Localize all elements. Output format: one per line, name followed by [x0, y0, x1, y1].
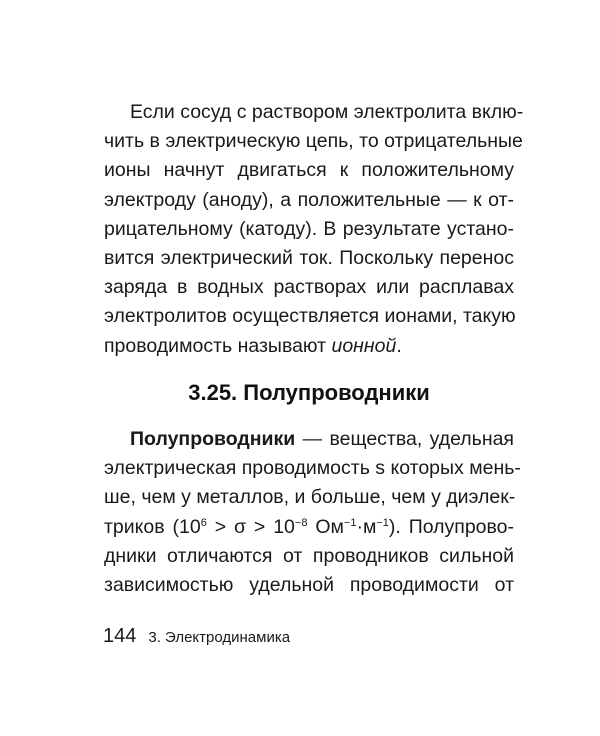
text-line: дники отличаются от проводников сильной: [104, 544, 514, 567]
text-line: [104, 425, 514, 454]
paragraph-semiconductors: [104, 425, 521, 600]
text-line-last: [104, 332, 514, 361]
text-fragment: триков (10: [104, 515, 201, 538]
text-line: электроду (аноду), а положительные — к от-: [104, 188, 514, 211]
superscript: −1: [376, 516, 389, 529]
superscript: −8: [294, 516, 308, 529]
text-line-formula: [104, 513, 514, 542]
section-heading: 3.25. Полупроводники: [188, 380, 430, 405]
text-line: электролитов осуществляется ионами, такую: [104, 305, 516, 328]
text-line: заряда в водных растворах или расплавах: [104, 276, 514, 299]
running-section-title: 3. Электродинамика: [148, 629, 291, 646]
superscript: 6: [200, 516, 207, 529]
page-footer: [103, 624, 290, 650]
text-line: ше, чем у металлов, и больше, чем у диэлек-: [104, 486, 516, 509]
text-line: ионы начнут двигаться к положительному: [104, 159, 514, 182]
text-line: рицательному (катоду). В результате устано-: [104, 217, 514, 240]
text-fragment: .: [396, 334, 402, 357]
text-fragment: — вещества, удельная: [295, 428, 514, 450]
text-line: электрическая проводимость s которых мень-: [104, 457, 521, 480]
text-fragment: ). Полупрово-: [388, 515, 514, 538]
italic-term-ionic: ионной: [331, 334, 397, 357]
text-line: зависимостью удельной проводимости от: [104, 573, 514, 596]
bold-term-semiconductors: Полупроводники: [130, 428, 296, 450]
text-line: чить в электрическую цепь, то отрицательные: [104, 130, 523, 153]
page-number: 144: [103, 625, 137, 647]
text-line: вится электрический ток. Поскольку перенос: [104, 246, 514, 269]
text-fragment: проводимость называют: [104, 334, 332, 357]
superscript: −1: [343, 516, 357, 529]
text-fragment: Ом: [307, 515, 344, 538]
text-line: Если сосуд с раствором электролита вклю-: [130, 101, 524, 123]
text-fragment: > σ > 10: [206, 515, 295, 538]
paragraph-electrolytes: [104, 98, 524, 361]
text-fragment: ·м: [356, 515, 377, 538]
